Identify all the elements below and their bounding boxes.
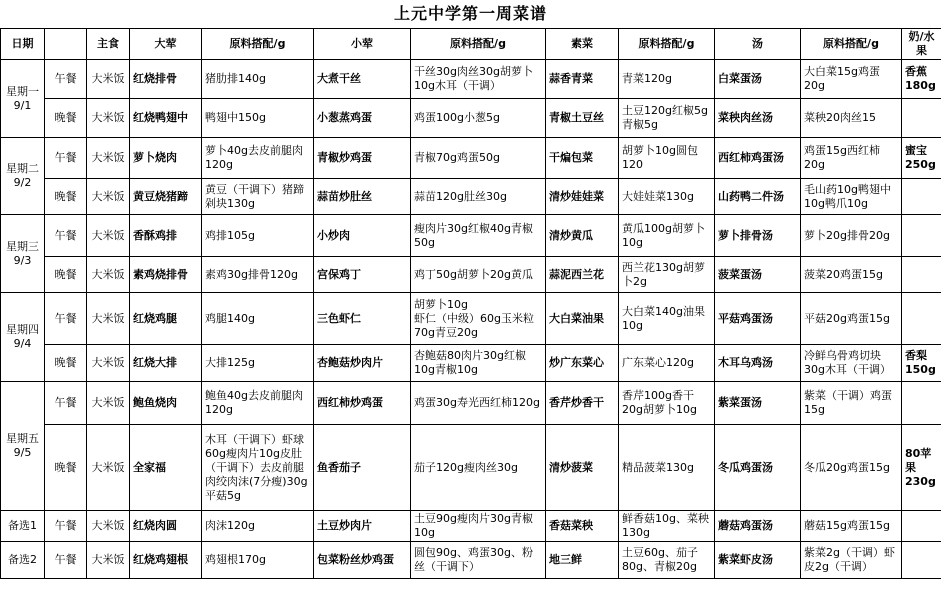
soup-ingredients-cell: 鸡蛋15g西红柿20g bbox=[801, 138, 902, 179]
table-row bbox=[1, 293, 941, 345]
small-meat-cell: 西红柿炒鸡蛋 bbox=[314, 382, 411, 425]
small-meat-cell: 蒜苗炒肚丝 bbox=[314, 179, 411, 215]
header-big-ingredients: 原料搭配/g bbox=[202, 29, 314, 60]
day-cell: 备选2 bbox=[1, 542, 45, 579]
staple-cell: 大米饭 bbox=[87, 345, 130, 382]
vegetable-ingredients-cell: 香芹100g香干20g胡萝卜10g bbox=[619, 382, 715, 425]
small-meat-cell: 宫保鸡丁 bbox=[314, 257, 411, 293]
vegetable-ingredients-cell: 土豆120g红椒5g青椒5g bbox=[619, 99, 715, 138]
vegetable-cell: 清炒黄瓜 bbox=[546, 215, 619, 257]
header-small-ingredients: 原料搭配/g bbox=[411, 29, 546, 60]
meal-cell: 晚餐 bbox=[45, 345, 87, 382]
big-ingredients-cell: 肉沫120g bbox=[202, 511, 314, 542]
small-ingredients-cell: 杏鲍菇80肉片30g红椒10g青椒10g bbox=[411, 345, 546, 382]
staple-cell: 大米饭 bbox=[87, 138, 130, 179]
big-ingredients-cell: 木耳（干调下）虾球60g瘦肉片10g皮肚（干调下）去皮前腿肉绞肉沫(7分瘦)30g平菇5g bbox=[202, 425, 314, 511]
fruit-cell bbox=[902, 257, 941, 293]
vegetable-cell: 香菇菜秧 bbox=[546, 511, 619, 542]
soup-ingredients-cell: 菜秧20肉丝15 bbox=[801, 99, 902, 138]
fruit-cell: 香梨 150g bbox=[902, 345, 941, 382]
meal-cell: 午餐 bbox=[45, 542, 87, 579]
soup-cell: 冬瓜鸡蛋汤 bbox=[715, 425, 801, 511]
soup-ingredients-cell: 毛山药10g鸭翅中10g鸭爪10g bbox=[801, 179, 902, 215]
soup-cell: 木耳乌鸡汤 bbox=[715, 345, 801, 382]
soup-cell: 菠菜蛋汤 bbox=[715, 257, 801, 293]
soup-ingredients-cell: 萝卜20g排骨20g bbox=[801, 215, 902, 257]
staple-cell: 大米饭 bbox=[87, 542, 130, 579]
vegetable-ingredients-cell: 大娃娃菜130g bbox=[619, 179, 715, 215]
header-small-meat: 小荤 bbox=[314, 29, 411, 60]
meal-cell: 午餐 bbox=[45, 215, 87, 257]
meal-cell: 午餐 bbox=[45, 511, 87, 542]
staple-cell: 大米饭 bbox=[87, 99, 130, 138]
table-row bbox=[1, 179, 941, 215]
table-row bbox=[1, 257, 941, 293]
staple-cell: 大米饭 bbox=[87, 60, 130, 99]
small-ingredients-cell: 瘦肉片30g红椒40g青椒50g bbox=[411, 215, 546, 257]
big-meat-cell: 红烧鸭翅中 bbox=[130, 99, 202, 138]
vegetable-cell: 清炒菠菜 bbox=[546, 425, 619, 511]
small-meat-cell: 杏鲍菇炒肉片 bbox=[314, 345, 411, 382]
big-ingredients-cell: 鲍鱼40g去皮前腿肉120g bbox=[202, 382, 314, 425]
small-ingredients-cell: 青椒70g鸡蛋50g bbox=[411, 138, 546, 179]
soup-cell: 白菜蛋汤 bbox=[715, 60, 801, 99]
big-meat-cell: 鲍鱼烧肉 bbox=[130, 382, 202, 425]
table-row bbox=[1, 511, 941, 542]
fruit-cell bbox=[902, 179, 941, 215]
day-cell: 星期三 9/3 bbox=[1, 215, 45, 293]
big-ingredients-cell: 猪肋排140g bbox=[202, 60, 314, 99]
table-row bbox=[1, 60, 941, 99]
meal-cell: 午餐 bbox=[45, 382, 87, 425]
small-ingredients-cell: 茄子120g瘦肉丝30g bbox=[411, 425, 546, 511]
vegetable-cell: 蒜香青菜 bbox=[546, 60, 619, 99]
header-row bbox=[1, 29, 941, 60]
table-row bbox=[1, 99, 941, 138]
header-vegetable: 素菜 bbox=[546, 29, 619, 60]
soup-ingredients-cell: 冬瓜20g鸡蛋15g bbox=[801, 425, 902, 511]
soup-cell: 紫菜虾皮汤 bbox=[715, 542, 801, 579]
meal-cell: 午餐 bbox=[45, 293, 87, 345]
day-cell: 备选1 bbox=[1, 511, 45, 542]
big-ingredients-cell: 萝卜40g去皮前腿肉120g bbox=[202, 138, 314, 179]
menu-table bbox=[0, 28, 941, 579]
header-date: 日期 bbox=[1, 29, 45, 60]
big-ingredients-cell: 鸡翅根170g bbox=[202, 542, 314, 579]
soup-ingredients-cell: 紫菜2g（干调）虾皮2g（干调） bbox=[801, 542, 902, 579]
day-cell: 星期四 9/4 bbox=[1, 293, 45, 382]
staple-cell: 大米饭 bbox=[87, 425, 130, 511]
small-meat-cell: 小炒肉 bbox=[314, 215, 411, 257]
header-soup: 汤 bbox=[715, 29, 801, 60]
big-meat-cell: 萝卜烧肉 bbox=[130, 138, 202, 179]
meal-cell: 午餐 bbox=[45, 138, 87, 179]
staple-cell: 大米饭 bbox=[87, 293, 130, 345]
day-cell: 星期二 9/2 bbox=[1, 138, 45, 215]
vegetable-cell: 香芹炒香干 bbox=[546, 382, 619, 425]
table-row bbox=[1, 542, 941, 579]
vegetable-cell: 炒广东菜心 bbox=[546, 345, 619, 382]
big-ingredients-cell: 素鸡30g排骨120g bbox=[202, 257, 314, 293]
soup-cell: 西红柿鸡蛋汤 bbox=[715, 138, 801, 179]
small-meat-cell: 三色虾仁 bbox=[314, 293, 411, 345]
big-meat-cell: 红烧肉圆 bbox=[130, 511, 202, 542]
vegetable-ingredients-cell: 胡萝卜10g圆包120 bbox=[619, 138, 715, 179]
table-row bbox=[1, 138, 941, 179]
soup-ingredients-cell: 平菇20g鸡蛋15g bbox=[801, 293, 902, 345]
vegetable-ingredients-cell: 大白菜140g油果10g bbox=[619, 293, 715, 345]
soup-cell: 山药鸭二件汤 bbox=[715, 179, 801, 215]
soup-ingredients-cell: 紫菜（干调）鸡蛋15g bbox=[801, 382, 902, 425]
small-ingredients-cell: 鸡蛋100g小葱5g bbox=[411, 99, 546, 138]
big-meat-cell: 香酥鸡排 bbox=[130, 215, 202, 257]
header-fruit: 奶/水果 bbox=[902, 29, 941, 60]
big-ingredients-cell: 鸭翅中150g bbox=[202, 99, 314, 138]
fruit-cell: 蜜宝 250g bbox=[902, 138, 941, 179]
big-meat-cell: 红烧鸡腿 bbox=[130, 293, 202, 345]
small-ingredients-cell: 干丝30g肉丝30g胡萝卜10g木耳（干调） bbox=[411, 60, 546, 99]
small-ingredients-cell: 蒜苗120g肚丝30g bbox=[411, 179, 546, 215]
vegetable-cell: 干煸包菜 bbox=[546, 138, 619, 179]
fruit-cell bbox=[902, 293, 941, 345]
vegetable-cell: 蒜泥西兰花 bbox=[546, 257, 619, 293]
small-meat-cell: 鱼香茄子 bbox=[314, 425, 411, 511]
soup-ingredients-cell: 蘑菇15g鸡蛋15g bbox=[801, 511, 902, 542]
soup-cell: 萝卜排骨汤 bbox=[715, 215, 801, 257]
fruit-cell bbox=[902, 99, 941, 138]
staple-cell: 大米饭 bbox=[87, 257, 130, 293]
vegetable-cell: 清炒娃娃菜 bbox=[546, 179, 619, 215]
small-ingredients-cell: 鸡丁50g胡萝卜20g黄瓜 bbox=[411, 257, 546, 293]
vegetable-ingredients-cell: 土豆60g、茄子80g、青椒20g bbox=[619, 542, 715, 579]
meal-cell: 晚餐 bbox=[45, 425, 87, 511]
small-meat-cell: 青椒炒鸡蛋 bbox=[314, 138, 411, 179]
big-meat-cell: 红烧大排 bbox=[130, 345, 202, 382]
small-ingredients-cell: 鸡蛋30g寿光西红柿120g bbox=[411, 382, 546, 425]
vegetable-ingredients-cell: 精品菠菜130g bbox=[619, 425, 715, 511]
fruit-cell bbox=[902, 511, 941, 542]
big-ingredients-cell: 鸡排105g bbox=[202, 215, 314, 257]
table-row bbox=[1, 425, 941, 511]
vegetable-ingredients-cell: 青菜120g bbox=[619, 60, 715, 99]
fruit-cell bbox=[902, 382, 941, 425]
table-row bbox=[1, 215, 941, 257]
vegetable-cell: 大白菜油果 bbox=[546, 293, 619, 345]
small-meat-cell: 包菜粉丝炒鸡蛋 bbox=[314, 542, 411, 579]
menu-body bbox=[1, 60, 941, 579]
big-meat-cell: 红烧鸡翅根 bbox=[130, 542, 202, 579]
staple-cell: 大米饭 bbox=[87, 215, 130, 257]
day-cell: 星期五 9/5 bbox=[1, 382, 45, 511]
vegetable-ingredients-cell: 鲜香菇10g、菜秧130g bbox=[619, 511, 715, 542]
soup-cell: 平菇鸡蛋汤 bbox=[715, 293, 801, 345]
page-title: 上元中学第一周菜谱 bbox=[393, 4, 547, 23]
soup-cell: 菜秧肉丝汤 bbox=[715, 99, 801, 138]
soup-cell: 蘑菇鸡蛋汤 bbox=[715, 511, 801, 542]
soup-ingredients-cell: 冷鲜乌骨鸡切块30g木耳（干调） bbox=[801, 345, 902, 382]
meal-cell: 晚餐 bbox=[45, 99, 87, 138]
soup-ingredients-cell: 大白菜15g鸡蛋20g bbox=[801, 60, 902, 99]
big-meat-cell: 全家福 bbox=[130, 425, 202, 511]
fruit-cell bbox=[902, 215, 941, 257]
vegetable-cell: 地三鲜 bbox=[546, 542, 619, 579]
staple-cell: 大米饭 bbox=[87, 179, 130, 215]
table-row bbox=[1, 345, 941, 382]
small-meat-cell: 小葱蒸鸡蛋 bbox=[314, 99, 411, 138]
header-soup-ingredients: 原料搭配/g bbox=[801, 29, 902, 60]
big-meat-cell: 红烧排骨 bbox=[130, 60, 202, 99]
big-meat-cell: 素鸡烧排骨 bbox=[130, 257, 202, 293]
meal-cell: 午餐 bbox=[45, 60, 87, 99]
vegetable-ingredients-cell: 西兰花130g胡萝卜2g bbox=[619, 257, 715, 293]
big-ingredients-cell: 黄豆（干调下）猪蹄剁块130g bbox=[202, 179, 314, 215]
staple-cell: 大米饭 bbox=[87, 382, 130, 425]
vegetable-ingredients-cell: 黄瓜100g胡萝卜10g bbox=[619, 215, 715, 257]
meal-cell: 晚餐 bbox=[45, 179, 87, 215]
staple-cell: 大米饭 bbox=[87, 511, 130, 542]
day-cell: 星期一 9/1 bbox=[1, 60, 45, 138]
fruit-cell: 80苹果 230g bbox=[902, 425, 941, 511]
header-meal bbox=[45, 29, 87, 60]
small-meat-cell: 大煮干丝 bbox=[314, 60, 411, 99]
big-meat-cell: 黄豆烧猪蹄 bbox=[130, 179, 202, 215]
vegetable-ingredients-cell: 广东菜心120g bbox=[619, 345, 715, 382]
small-ingredients-cell: 土豆90g瘦肉片30g青椒10g bbox=[411, 511, 546, 542]
soup-cell: 紫菜蛋汤 bbox=[715, 382, 801, 425]
fruit-cell: 香蕉 180g bbox=[902, 60, 941, 99]
header-staple: 主食 bbox=[87, 29, 130, 60]
vegetable-cell: 青椒土豆丝 bbox=[546, 99, 619, 138]
fruit-cell bbox=[902, 542, 941, 579]
big-ingredients-cell: 大排125g bbox=[202, 345, 314, 382]
header-big-meat: 大荤 bbox=[130, 29, 202, 60]
table-row bbox=[1, 382, 941, 425]
big-ingredients-cell: 鸡腿140g bbox=[202, 293, 314, 345]
small-meat-cell: 土豆炒肉片 bbox=[314, 511, 411, 542]
soup-ingredients-cell: 菠菜20鸡蛋15g bbox=[801, 257, 902, 293]
small-ingredients-cell: 圆包90g、鸡蛋30g、粉丝（干调下） bbox=[411, 542, 546, 579]
header-vegetable-ingredients: 原料搭配/g bbox=[619, 29, 715, 60]
small-ingredients-cell: 胡萝卜10g 虾仁（中级）60g玉米粒70g青豆20g bbox=[411, 293, 546, 345]
meal-cell: 晚餐 bbox=[45, 257, 87, 293]
